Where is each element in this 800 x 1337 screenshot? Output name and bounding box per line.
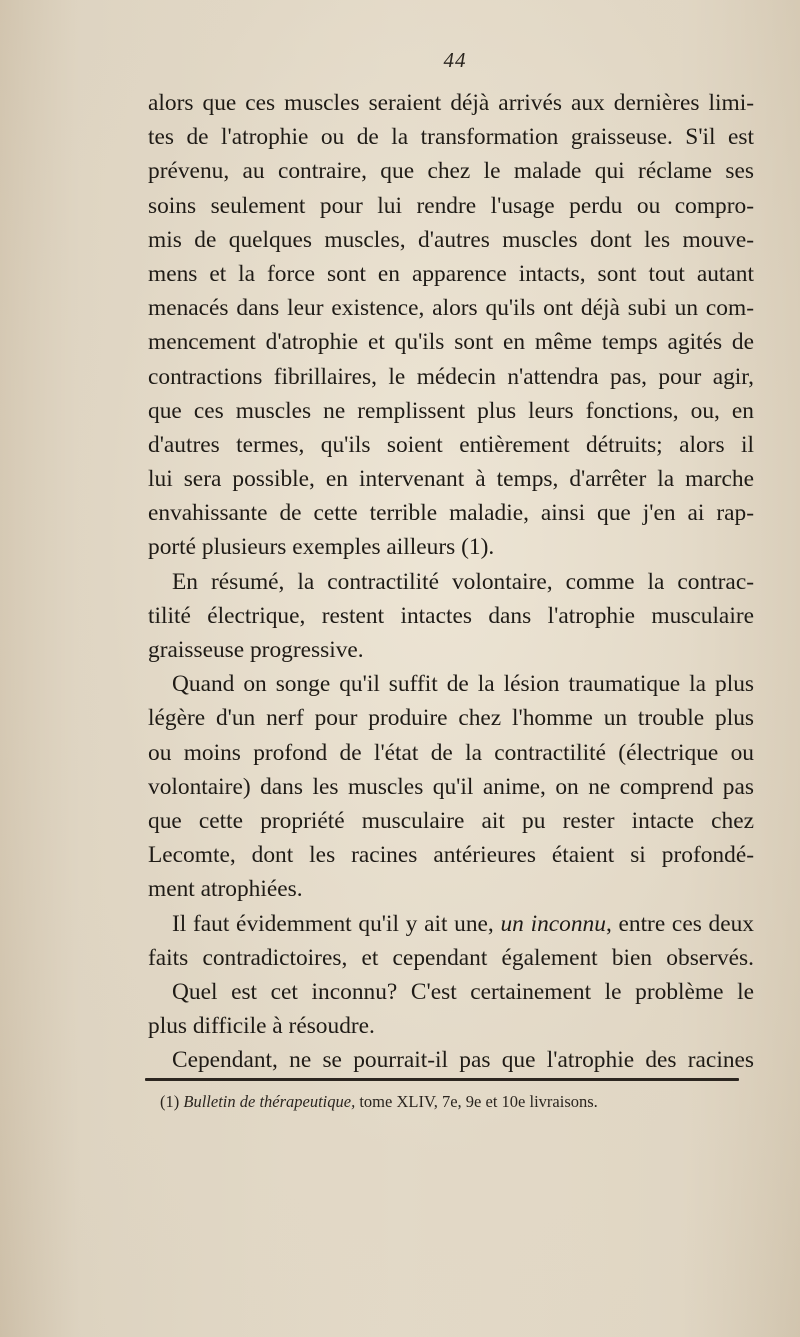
- footnote-rule: [145, 1078, 739, 1081]
- text-run: Il faut évidemment qu'il y ait une,: [172, 910, 501, 937]
- text-line: alors que ces muscles seraient déjà arrivés aux dernières limi-: [148, 90, 754, 116]
- text-line: plus difficile à résoudre.: [148, 1013, 375, 1040]
- text-line: soins seulement pour lui rendre l'usage perdu ou compro-: [148, 192, 754, 219]
- text-line: volontaire) dans les muscles qu'il anime, on ne comprend pas: [148, 773, 754, 800]
- footnote-text: tome XLIV, 7e, 9e et 10e livraisons.: [355, 1092, 598, 1111]
- text-line: que ces muscles ne remplissent plus leurs fonctions, ou, en: [148, 397, 754, 424]
- text-line: faits contradictoires, et cependant également bien observés.: [148, 944, 754, 971]
- text-line: d'autres termes, qu'ils soient entièrement détruits; alors il: [148, 431, 754, 458]
- text-line: mens et la force sont en apparence intacts, sont tout autant: [148, 260, 754, 287]
- footnote-marker: (1): [160, 1092, 184, 1111]
- text-line: menacés dans leur existence, alors qu'ils ont déjà subi un com-: [148, 295, 754, 322]
- page-number: 44: [443, 48, 467, 72]
- text-line: mencement d'atrophie et qu'ils sont en même temps agités de: [148, 329, 754, 356]
- footnote-title: Bulletin de thérapeutique,: [183, 1092, 356, 1111]
- text-line: En résumé, la contractilité volontaire, comme la contrac-: [172, 568, 754, 595]
- text-line: que cette propriété musculaire ait pu rester intacte chez: [148, 807, 754, 834]
- text-line: graisseuse progressive.: [148, 637, 364, 663]
- text-line: Quand on songe qu'il suffit de la lésion traumatique la plus: [172, 671, 754, 698]
- text-line: tes de l'atrophie ou de la transformation graisseuse. S'il est: [148, 124, 754, 151]
- text-line: légère d'un nerf pour produire chez l'homme un trouble plus: [148, 705, 754, 732]
- text-run: , entre ces deux: [605, 910, 754, 937]
- italic-phrase: un inconnu: [500, 910, 606, 937]
- body-text: [148, 86, 754, 1077]
- text-line: porté plusieurs exemples ailleurs (1).: [148, 534, 495, 561]
- text-line: prévenu, au contraire, que chez le malade qui réclame ses: [148, 158, 754, 185]
- footnote: [160, 1092, 720, 1112]
- text-line: contractions fibrillaires, le médecin n'attendra pas, pour agir,: [148, 363, 754, 390]
- text-line: ment atrophiées.: [148, 876, 303, 903]
- text-line: Lecomte, dont les racines antérieures étaient si profondé-: [148, 842, 754, 869]
- text-line: Quel est cet inconnu? C'est certainement le problème le: [172, 978, 754, 1005]
- text-line: tilité électrique, restent intactes dans l'atrophie musculaire: [148, 602, 754, 629]
- text-line: envahissante de cette terrible maladie, ainsi que j'en ai rap-: [148, 500, 754, 527]
- text-line: ou moins profond de l'état de la contractilité (électrique ou: [148, 739, 754, 766]
- text-line: mis de quelques muscles, d'autres muscles dont les mouve-: [148, 226, 754, 253]
- text-line: [148, 907, 754, 941]
- text-line: Cependant, ne se pourrait-il pas que l'atrophie des racines: [172, 1047, 754, 1074]
- text-line: lui sera possible, en intervenant à temps, d'arrêter la marche: [148, 466, 754, 493]
